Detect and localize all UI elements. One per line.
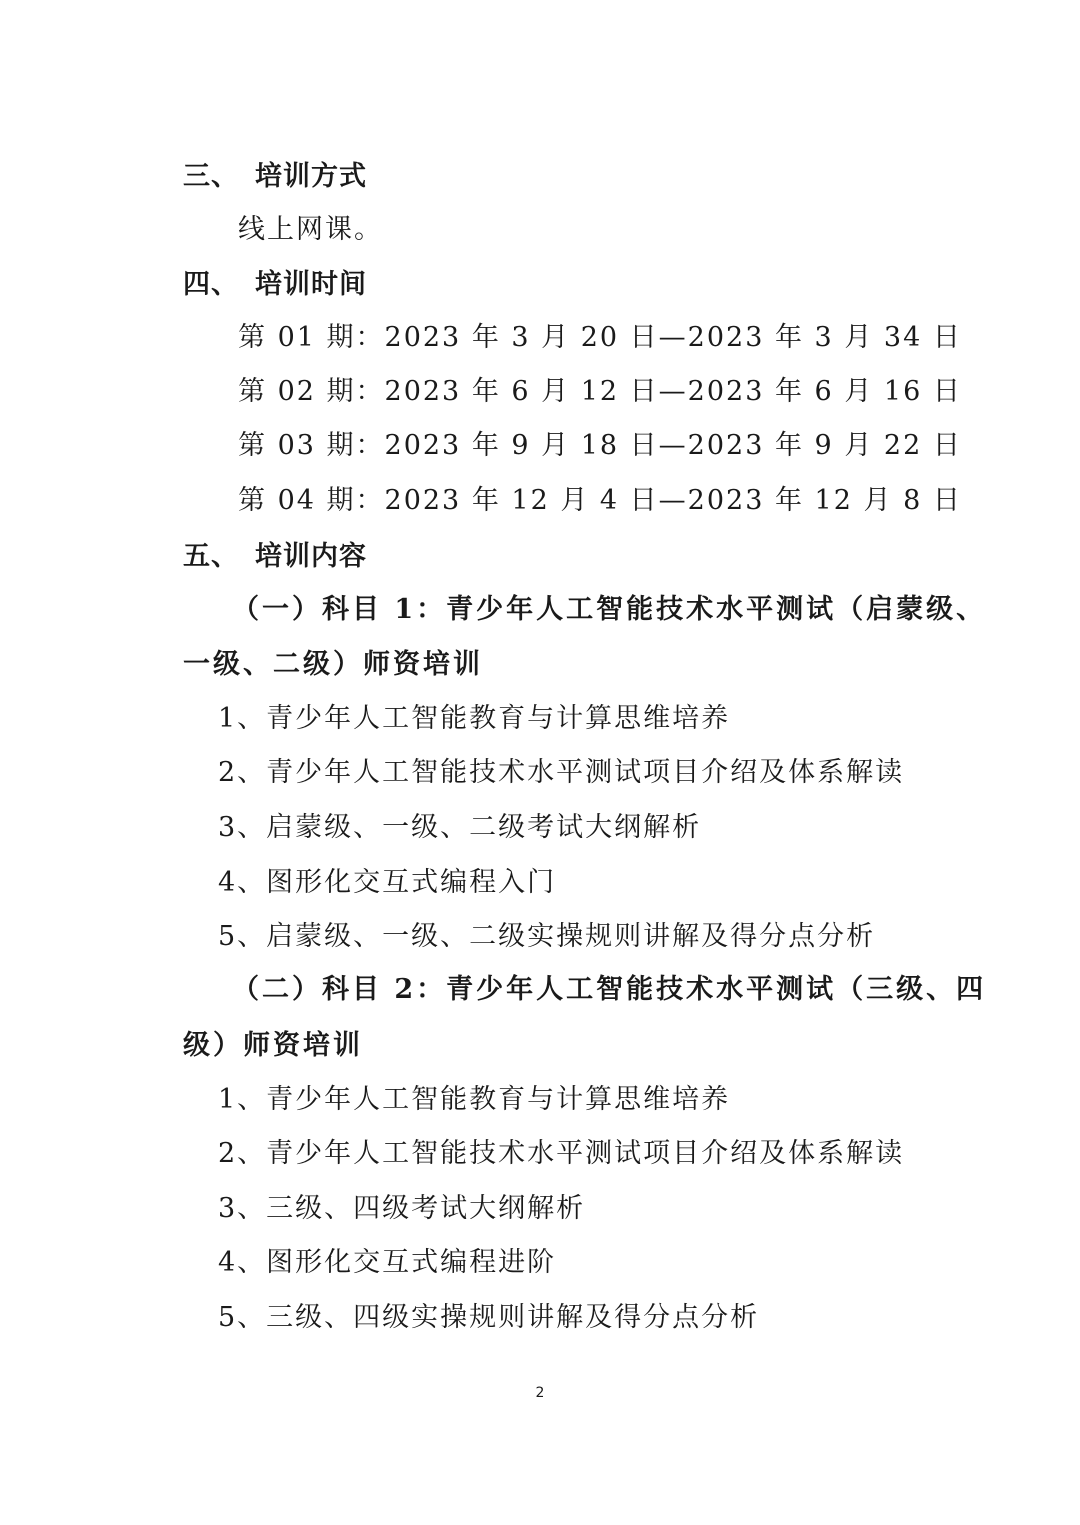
section-title: 培训方式 (255, 161, 367, 192)
section-body: 线上网课。 (238, 214, 383, 245)
list-item: 1、青少年人工智能教育与计算思维培养 (218, 1084, 731, 1115)
section-heading-5 (183, 540, 367, 574)
section-heading-3 (183, 160, 367, 194)
section-title: 培训内容 (255, 541, 367, 572)
list-item: 2、青少年人工智能技术水平测试项目介绍及体系解读 (218, 757, 905, 788)
section-title: 培训时间 (255, 269, 367, 300)
page-number: 2 (535, 1385, 545, 1401)
section-number: 五、 (183, 541, 239, 572)
list-item: 4、图形化交互式编程进阶 (218, 1247, 557, 1278)
list-item: 3、三级、四级考试大纲解析 (218, 1193, 586, 1224)
list-item: 5、三级、四级实操规则讲解及得分点分析 (218, 1302, 760, 1333)
section-number: 三、 (183, 161, 239, 192)
list-item: 3、启蒙级、一级、二级考试大纲解析 (218, 812, 702, 843)
list-item: 5、启蒙级、一级、二级实操规则讲解及得分点分析 (218, 921, 876, 952)
list-item: 2、青少年人工智能技术水平测试项目介绍及体系解读 (218, 1138, 905, 1169)
period-line: 第 04 期：2023 年 12 月 4 日—2023 年 12 月 8 日 (238, 485, 962, 516)
subject-title: （一）科目 1：青少年人工智能技术水平测试（启蒙级、 (232, 594, 987, 625)
section-number: 四、 (183, 269, 239, 300)
subject-title-continued: 级）师资培训 (183, 1030, 363, 1061)
period-line: 第 02 期：2023 年 6 月 12 日—2023 年 6 月 16 日 (238, 376, 962, 407)
section-heading-4 (183, 268, 367, 302)
period-line: 第 01 期：2023 年 3 月 20 日—2023 年 3 月 34 日 (238, 322, 962, 353)
subject-title: （二）科目 2：青少年人工智能技术水平测试（三级、四 (232, 974, 987, 1005)
subject-title-continued: 一级、二级）师资培训 (183, 649, 483, 680)
list-item: 4、图形化交互式编程入门 (218, 867, 557, 898)
list-item: 1、青少年人工智能教育与计算思维培养 (218, 703, 731, 734)
period-line: 第 03 期：2023 年 9 月 18 日—2023 年 9 月 22 日 (238, 430, 962, 461)
